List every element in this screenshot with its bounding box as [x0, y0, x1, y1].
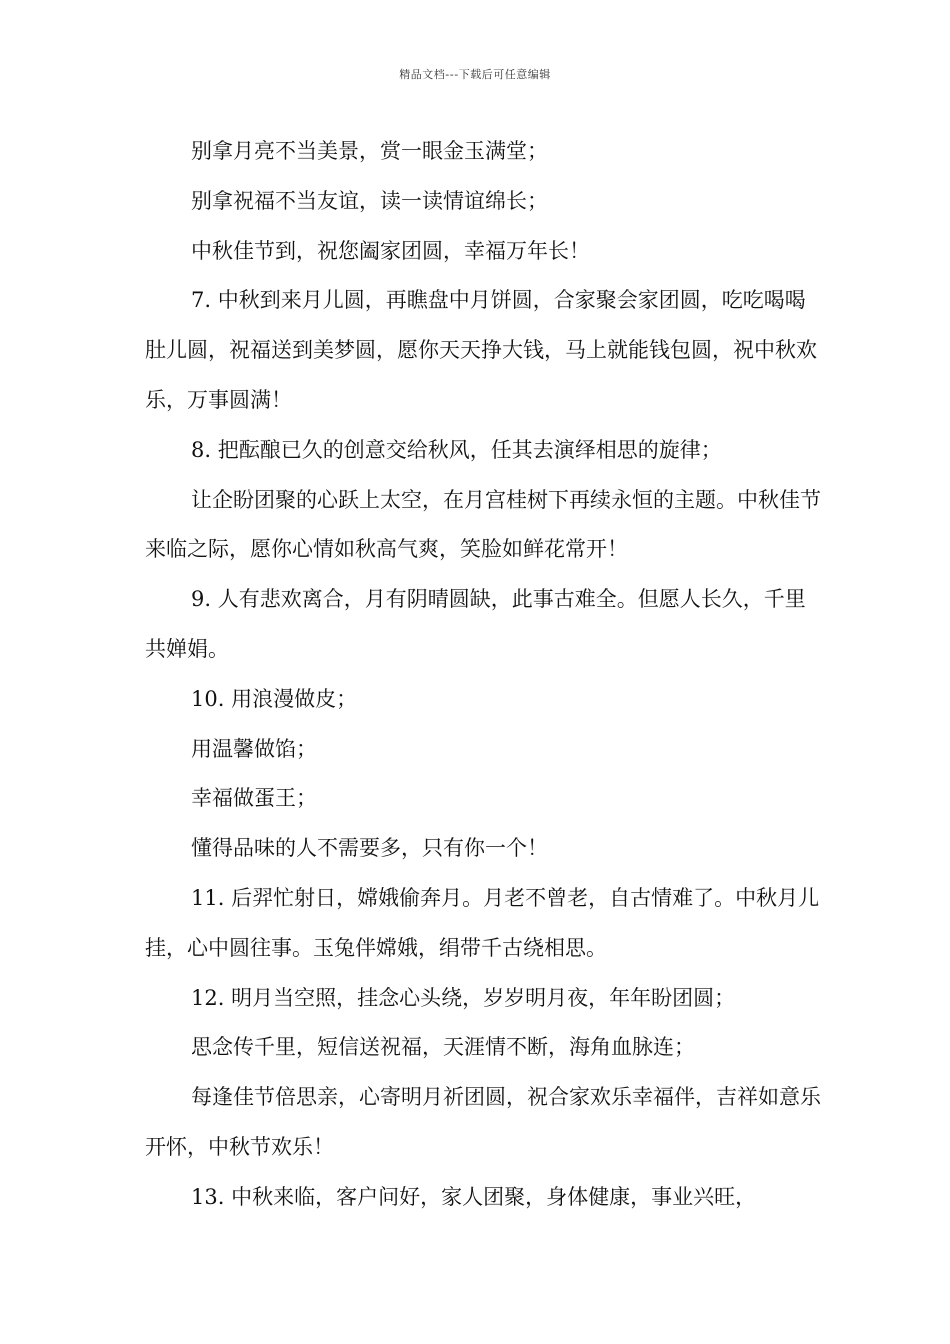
paragraph-1: 别拿月亮不当美景，赏一眼金玉满堂； [191, 139, 548, 163]
paragraph-13: 12. 明月当空照，挂念心头绕，岁岁明月夜，年年盼团圆； [191, 985, 736, 1010]
paragraph-8: 10. 用浪漫做皮； [191, 686, 358, 711]
paragraph-16: 13. 中秋来临，客户问好，家人团聚，身体健康，事业兴旺， [191, 1184, 757, 1209]
paragraph-11: 懂得品味的人不需要多，只有你一个！ [191, 836, 548, 861]
paragraph-6: 让企盼团聚的心跃上太空，在月宫桂树下再续永恒的主题。中秋佳节来临之际，愿你心情如秋高气爽，笑脸如鲜花常开！ [145, 487, 821, 562]
paragraph-10: 幸福做蛋王； [191, 786, 317, 811]
paragraph-12: 11. 后羿忙射日，嫦娥偷奔月。月老不曾老，自古情难了。中秋月儿挂，心中圆往事。玉兔伴嫦娥，绢带千古绕相思。 [145, 885, 820, 960]
paragraph-7: 9. 人有悲欢离合，月有阴晴圆缺，此事古难全。但愿人长久，千里共婵娟。 [145, 587, 806, 661]
paragraph-15: 每逢佳节倍思亲，心寄明月祈团圆，祝合家欢乐幸福伴，吉祥如意乐开怀，中秋节欢乐！ [145, 1085, 821, 1159]
paragraph-2: 别拿祝福不当友谊，读一读情谊绵长； [191, 188, 548, 213]
paragraph-3: 中秋佳节到，祝您阖家团圆，幸福万年长！ [191, 238, 590, 263]
paragraph-9: 用温馨做馅； [191, 736, 317, 761]
paragraph-5: 8. 把酝酿已久的创意交给秋风，任其去演绎相思的旋律； [191, 437, 722, 462]
document-body [145, 127, 825, 1223]
paragraph-14: 思念传千里，短信送祝福，天涯情不断，海角血脉连； [191, 1035, 695, 1060]
paragraph-4: 7. 中秋到来月儿圆，再瞧盘中月饼圆，合家聚会家团圆，吃吃喝喝肚儿圆，祝福送到美梦圆，愿你天天挣大钱，马上就能钱包圆，祝中秋欢乐，万事圆满！ [145, 288, 817, 412]
page-header: 精品文档---下载后可任意编辑 [399, 68, 551, 81]
